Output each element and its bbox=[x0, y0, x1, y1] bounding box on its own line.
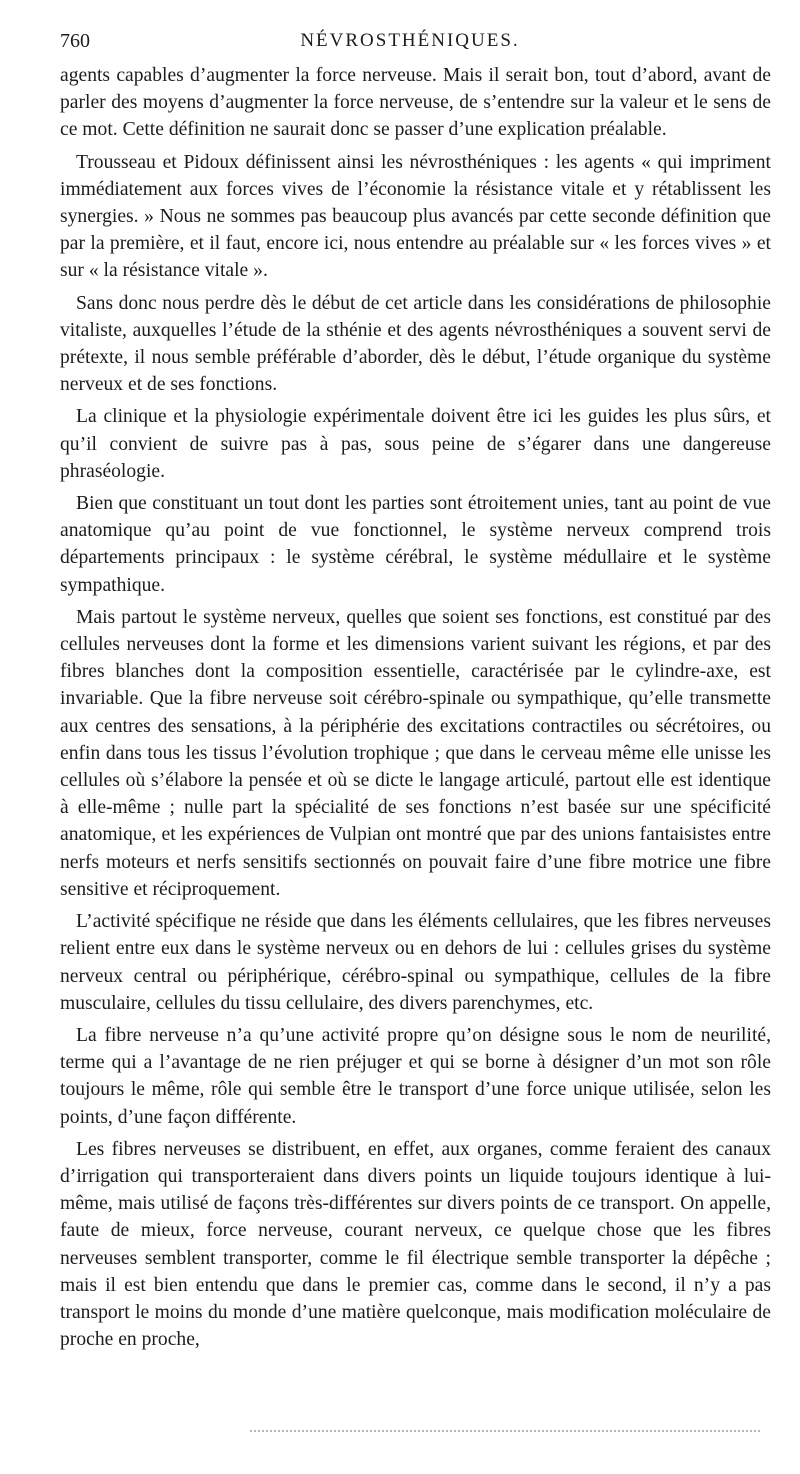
paragraph: Mais partout le système nerveux, quelles que soient ses fonctions, est constitué par des cellules nerveuses dont la forme et les dimensions varient suivant les régions, et par des fibres blanches dont la composition essentielle, caractérisée par le cylindre-axe, est invariable. Que la fibre nerveuse soit cérébro-spinale ou sympathique, qu’elle transmette aux centres des sensations, à la périphérie des excitations contractiles ou sécrétoires, ou enfin dans tous les tissus l’évolution trophique ; que dans le cerveau même elle unisse les cellules où s’élabore la pensée et où se dicte le langage articulé, partout elle est identique à elle-même ; nulle part la spécialité de ses fonctions n’est basée sur une spécificité anatomique, et les expériences de Vulpian ont montré que par des unions fantaisistes entre nerfs moteurs et nerfs sensitifs sectionnés on pouvait faire d’une fibre motrice une fibre sensitive et réciproquement. bbox=[60, 606, 771, 900]
paragraph: Sans donc nous perdre dès le début de cet article dans les considérations de philosophie vitaliste, auxquelles l’étude de la sthénie et des agents névrosthéniques a souvent servi de prétexte, il nous semble préférable d’aborder, dès le début, l’étude organique du système nerveux et de ses fonctions. bbox=[60, 292, 771, 396]
paragraph: agents capables d’augmenter la force nerveuse. Mais il serait bon, tout d’abord, avant de parler des moyens d’augmenter la force nerveuse, de s’entendre sur la valeur et le sens de ce mot. Cette définition ne saurait donc se passer d’une explication préalable. bbox=[60, 65, 771, 141]
paragraph: La fibre nerveuse n’a qu’une activité propre qu’on désigne sous le nom de neurilité, terme qui a l’avantage de ne rien préjuger et qui se borne à désigner d’un mot son rôle toujours le même, rôle qui semble être le transport d’une force unique utilisée, selon les points, d’une façon différente. bbox=[60, 1024, 771, 1128]
paragraph: Trousseau et Pidoux définissent ainsi les névrosthéniques : les agents « qui impriment immédiatement aux forces vives de l’économie la résistance vitale et y rétablissent les synergies. » Nous ne sommes pas beaucoup plus avancés par cette seconde définition que par la première, et il faut, encore ici, nous entendre au préalable sur « les forces vives » et sur « la résistance vitale ». bbox=[60, 151, 771, 282]
body-text bbox=[60, 62, 771, 1358]
paragraph: L’activité spécifique ne réside que dans les éléments cellulaires, que les fibres nerveuses relient entre eux dans le système nerveux ou en dehors de lui : cellules grises du système nerveux central ou périphérique, cérébro-spinal ou sympathique, cellules de la fibre musculaire, cellules du tissu cellulaire, des divers parenchymes, etc. bbox=[60, 911, 771, 1014]
paragraph: Bien que constituant un tout dont les parties sont étroitement unies, tant au point de vue anatomique qu’au point de vue fonctionnel, le système nerveux comprend trois départements principaux : le système cérébral, le système médullaire et le système sympathique. bbox=[60, 493, 771, 596]
page-number: 760 bbox=[60, 30, 90, 52]
scan-artifact-divider bbox=[250, 1430, 760, 1436]
page-header bbox=[60, 30, 760, 58]
paragraph: La clinique et la physiologie expérimentale doivent être ici les guides les plus sûrs, et qu’il convient de suivre pas à pas, sous peine de s’égarer dans une dangereuse phraséologie. bbox=[60, 406, 771, 482]
running-title: NÉVROSTHÉNIQUES. bbox=[300, 30, 520, 51]
paragraph: Les fibres nerveuses se distribuent, en effet, aux organes, comme feraient des canaux d’irrigation qui transporteraient dans divers points un liquide toujours identique à lui-même, mais utilisé de façons très-différentes sur divers points de ce transport. On appelle, faute de mieux, force nerveuse, courant nerveux, ce quelque chose que les fibres nerveuses semblent transporter, comme le fil électrique semble transporter la dépêche ; mais il est bien entendu que dans le premier cas, comme dans le second, il n’y a pas transport le moins du monde d’une matière quelconque, mais modification moléculaire de proche en proche, bbox=[60, 1138, 771, 1351]
